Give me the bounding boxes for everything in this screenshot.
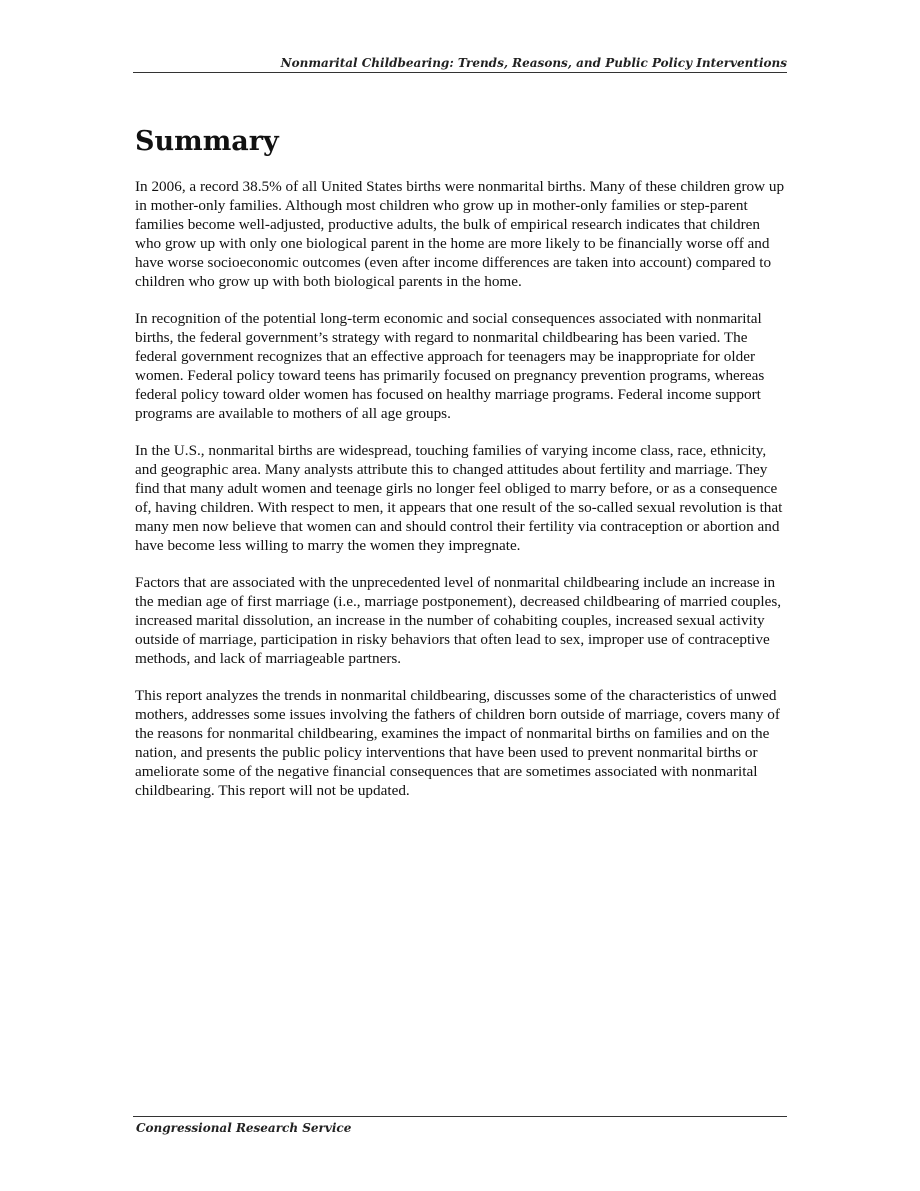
summary-paragraph: In 2006, a record 38.5% of all United States births were nonmarital births. Many of these children grow up in mother-only families. Although most children who grow up in mother-only families or step-parent families become well-adjusted, productive adults, the bulk of empirical research indicates that children who grow up with only one biological parent in the home are more likely to be financially worse off and have worse socioeconomic outcomes (even after income differences are taken into account) compared to children who grow up with both biological parents in the home.: [135, 178, 785, 290]
summary-paragraph: Factors that are associated with the unprecedented level of nonmarital childbearing include an increase in the median age of first marriage (i.e., marriage postponement), decreased childbearing of married couples, increased marital dissolution, an increase in the number of cohabiting couples, increased sexual activity outside of marriage, participation in risky behaviors that often lead to sex, improper use of contraceptive methods, and lack of marriageable partners.: [135, 574, 782, 667]
header-divider: [133, 72, 787, 73]
page-title: Summary: [135, 126, 279, 157]
summary-paragraph: This report analyzes the trends in nonmarital childbearing, discusses some of the characteristics of unwed mothers, addresses some issues involving the fathers of children born outside of marriage, covers many of the reasons for nonmarital childbearing, examines the impact of nonmarital births on families and on the nation, and presents the public policy interventions that have been used to prevent nonmarital births or ameliorate some of the negative financial consequences that are sometimes associated with nonmarital childbearing. This report will not be updated.: [135, 687, 780, 799]
summary-body: [135, 177, 787, 818]
page-footer: Congressional Research Service: [136, 1121, 352, 1135]
running-header: Nonmarital Childbearing: Trends, Reasons, and Public Policy Interventions: [280, 56, 787, 70]
summary-paragraph: In the U.S., nonmarital births are widespread, touching families of varying income class, race, ethnicity, and geographic area. Many analysts attribute this to changed attitudes about fertility and marriage. They find that many adult women and teenage girls no longer feel obliged to marry before, or as a consequence of, having children. With respect to men, it appears that one result of the so-called sexual revolution is that many men now believe that women can and should control their fertility via contraception or abortion and have become less willing to marry the women they impregnate.: [135, 442, 783, 554]
footer-divider: [133, 1116, 787, 1117]
summary-paragraph: In recognition of the potential long-term economic and social consequences associated with nonmarital births, the federal government’s strategy with regard to nonmarital childbearing has been varied. The federal government recognizes that an effective approach for teenagers may be inappropriate for older women. Federal policy toward teens has primarily focused on pregnancy prevention programs, whereas federal policy toward older women has focused on healthy marriage programs. Federal income support programs are available to mothers of all age groups.: [135, 310, 765, 422]
